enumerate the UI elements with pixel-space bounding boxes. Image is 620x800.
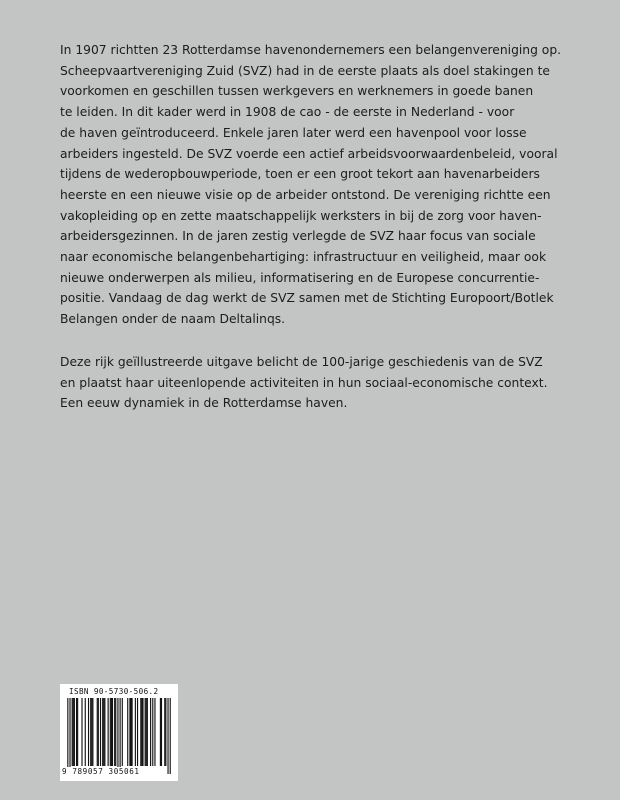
barcode-bar [154, 698, 155, 766]
barcode-bar [117, 698, 118, 774]
text-line: Deze rijk geïllustreerde uitgave belicht de 100-jarige geschiedenis van de SVZ [60, 354, 543, 369]
text-line: arbeidersgezinnen. In de jaren zestig verlegde de SVZ haar focus van sociale [60, 229, 536, 244]
barcode-bar [92, 698, 93, 766]
barcode-bar [141, 698, 142, 766]
barcode-bar [77, 698, 78, 766]
barcode-bar [140, 698, 141, 766]
text-line: nieuwe onderwerpen als milieu, informatisering en de Europese concurrentie- [60, 270, 540, 285]
back-cover-blurb [60, 40, 580, 414]
text-line: In 1907 richtten 23 Rotterdamse havenondernemers een belangenvereniging op. [60, 43, 562, 57]
barcode-bar [88, 698, 89, 766]
isbn-barcode [60, 684, 178, 781]
barcode-bar [147, 698, 148, 766]
barcode-bar [90, 698, 91, 766]
barcode-bar [74, 698, 75, 766]
barcode-bar [72, 698, 73, 766]
text-line: Een eeuw dynamiek in de Rotterdamse haven. [60, 396, 348, 411]
blurb-paragraph-1 [60, 40, 580, 330]
barcode-bar [104, 698, 105, 766]
barcode-bar [132, 698, 133, 766]
text-line: de haven geïntroduceerd. Enkele jaren later werd een havenpool voor losse [60, 125, 527, 140]
barcode-bar [146, 698, 147, 766]
blurb-paragraph-2 [60, 352, 580, 414]
barcode-bar [108, 698, 109, 766]
barcode-bar [160, 698, 161, 766]
barcode-bar [114, 698, 115, 766]
barcode-bar [145, 698, 146, 766]
text-line: positie. Vandaag de dag werkt de SVZ samen met de Stichting Europoort/Botlek [60, 291, 554, 306]
barcode-bar [120, 698, 121, 774]
barcode-bar [170, 698, 171, 774]
barcode-bar [97, 698, 98, 766]
barcode-bar [102, 698, 103, 766]
barcode-bar [69, 698, 70, 774]
barcode-bar [98, 698, 99, 766]
barcode-bar [137, 698, 138, 766]
barcode-bar [161, 698, 162, 766]
text-line: heerste en een nieuwe visie op de arbeider ontstond. De vereniging richtte een [60, 187, 551, 202]
barcode-bar [152, 698, 153, 766]
text-line: Scheepvaartvereniging Zuid (SVZ) had in de eerste plaats als doel stakingen te [60, 63, 550, 78]
text-line: tijdens de wederopbouwperiode, toen er een groot tekort aan havenarbeiders [60, 167, 540, 182]
barcode-bar [127, 698, 128, 766]
barcode-bar [73, 698, 74, 766]
barcode-bar [122, 698, 123, 766]
barcode-bar [112, 698, 113, 766]
barcode-bar [85, 698, 86, 766]
barcode-bar [164, 698, 165, 766]
text-line: vakopleiding op en zette maatschappelijk werksters in bij de zorg voor haven- [60, 208, 542, 223]
text-line: Belangen onder de naam Deltalinqs. [60, 312, 286, 327]
barcode-bar [115, 698, 116, 766]
barcode-bar [110, 698, 111, 766]
barcode-bar [135, 698, 136, 766]
barcode-bar [103, 698, 104, 766]
barcode-bar [142, 698, 143, 766]
barcode-bar [129, 698, 130, 766]
text-line: naar economische belangenbehartiging: infrastructuur en veiligheid, maar ook [60, 250, 547, 265]
text-line: arbeiders ingesteld. De SVZ voerde een actief arbeidsvoorwaardenbeleid, vooral [60, 146, 558, 161]
barcode-bar [91, 698, 92, 766]
barcode-bar [167, 698, 168, 774]
text-line: te leiden. In dit kader werd in 1908 de cao - de eerste in Nederland - voor [60, 105, 515, 120]
barcode-bar [76, 698, 77, 766]
barcode-bar [165, 698, 166, 766]
barcode-bar [100, 698, 101, 766]
barcode-bar [150, 698, 151, 766]
barcode-bar [111, 698, 112, 766]
barcode-bar [81, 698, 82, 766]
barcode-bar [130, 698, 131, 766]
text-line: en plaatst haar uiteenlopende activiteiten in hun sociaal-economische context. [60, 375, 548, 390]
ean-digits: 9 789057 305061 [62, 767, 140, 776]
text-line: voorkomen en geschillen tussen werkgevers en werknemers in goede banen [60, 84, 534, 99]
isbn-label: ISBN 90-5730-506.2 [69, 687, 159, 696]
barcode-bar [67, 698, 68, 774]
